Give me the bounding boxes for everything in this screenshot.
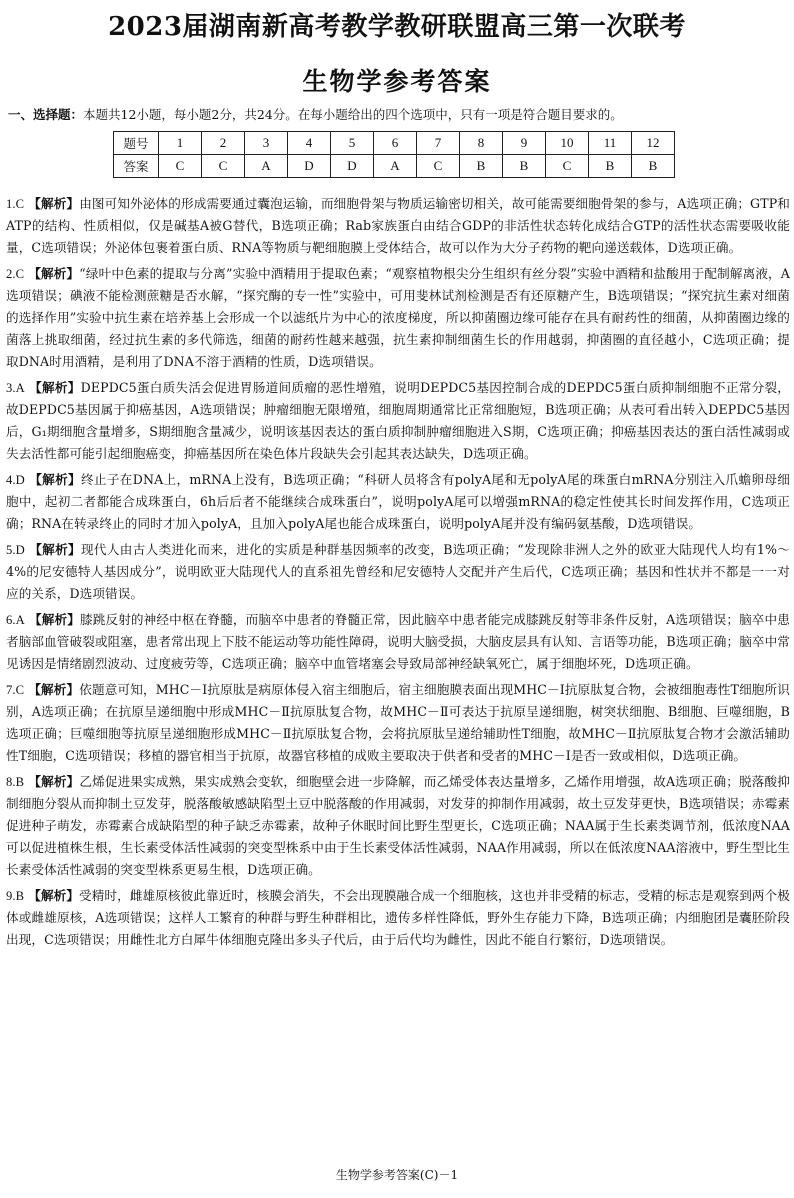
answer-cell: B [589,155,632,178]
item-number: 9.B [6,889,25,903]
item-tag: 【解析】 [28,888,80,903]
explanation-item [6,377,790,465]
answer-cell: A [245,155,288,178]
question-number-cell: 7 [417,132,460,155]
explanation-item [6,469,790,535]
answer-cell: C [202,155,245,178]
item-number: 2.C [6,267,25,281]
answer-cell: B [632,155,675,178]
question-number-cell: 6 [374,132,417,155]
question-number-cell: 11 [589,132,632,155]
item-number: 5.D [6,543,25,557]
item-text: 终止子在DNA上，mRNA上没有，B选项正确；“科研人员将含有polyA尾和无polyA尾的珠蛋白mRNA分别注入爪蟾卵母细胞中，起初二者都能合成珠蛋白，6h后后者不能继续合成珠蛋白”，说明polyA尾可以增强mRNA的稳定性使其长时间发挥作用，C选项正确；RNA在转录终止的同时才加入polyA，且加入polyA尾也能合成珠蛋白，说明polyA尾并没有编码氨基酸，D选项错误。 [6,472,790,531]
item-text: 受精时，雌雄原核彼此靠近时，核膜会消失，不会出现膜融合成一个细胞核，这也并非受精的标志，受精的标志是观察到两个极体或雌雄原核，A选项错误；这样人工繁育的种群与野生种群相比，遗传多样性降低，野外生存能力下降，B选项正确；内细胞团是囊胚阶段出现，C选项错误；用雌性北方白犀牛体细胞克隆出多头子代后，由于后代均为雌性，因此不能自行繁衍，D选项错误。 [6,888,790,947]
answer-cell: B [503,155,546,178]
item-text: DEPDC5蛋白质失活会促进胃肠道间质瘤的恶性增殖，说明DEPDC5基因控制合成的DEPDC5蛋白质抑制细胞不正常分裂，故DEPDC5基因属于抑癌基因，A选项错误；肿瘤细胞无限增殖，细胞周期通常比正常细胞短，B选项正确；从表可看出转入DEPDC5基因后，G₁期细胞含量增多，S期细胞含量减少，说明该基因表达的蛋白质抑制肿瘤细胞进入S期，C选项正确；抑癌基因表达的蛋白活性减弱或失去活性都可能引起细胞癌变，抑癌基因所在染色体片段缺失会引起其表达缺失，D选项正确。 [6,380,791,461]
answer-table [113,131,675,178]
question-number-cell: 1 [159,132,202,155]
explanation-item [6,609,790,675]
item-text: “绿叶中色素的提取与分离”实验中酒精用于提取色素；“观察植物根尖分生组织有丝分裂”实验中酒精和盐酸用于配制解离液，A选项错误；碘液不能检测蔗糖是否水解，“探究酶的专一性”实验中，可用斐林试剂检测是否有还原糖产生，B选项错误；“探究抗生素对细菌的选择作用”实验中抗生素在培养基上会形成一个以滤纸片为中心的浓度梯度，所以抑菌圈边缘可能存在具有耐药性的细菌，从抑菌圈边缘的菌落上挑取细菌，经过抗生素的多代筛选，细菌的耐药性越来越强，抗生素抑制细菌生长的作用越弱，抑菌圈的直径越小，C选项正确；提取DNA时用酒精，是利用了DNA不溶于酒精的性质，D选项错误。 [6,266,790,369]
answer-row-label: 答案 [114,155,159,178]
item-number: 8.B [6,775,25,789]
item-tag: 【解析】 [28,682,80,697]
item-tag: 【解析】 [28,266,80,281]
item-number: 6.A [6,613,25,627]
explanation-item [6,193,790,259]
answer-cell: C [417,155,460,178]
section-head: 一、选择题： [8,107,84,122]
item-text: 膝跳反射的神经中枢在脊髓，而脑卒中患者的脊髓正常，因此脑卒中患者能完成膝跳反射等非条件反射，A选项错误；脑卒中患者脑部血管破裂或阻塞，患者常出现上下肢不能运动等功能性障碍，说明大脑受损，大脑皮层具有认知、言语等功能，B选项正确；脑卒中常见诱因是情绪剧烈波动、过度疲劳等，C选项正确；脑卒中血管堵塞会导致局部神经缺氧死亡，属于细胞坏死，D选项正确。 [6,612,790,671]
question-number-cell: 3 [245,132,288,155]
question-number-cell: 10 [546,132,589,155]
answer-cell: D [331,155,374,178]
number-row-label: 题号 [114,132,159,155]
item-number: 1.C [6,197,25,211]
section-description: 本题共12小题，每小题2分，共24分。在每小题给出的四个选项中，只有一项是符合题目要求的。 [83,107,623,122]
answer-cell: A [374,155,417,178]
question-number-cell: 2 [202,132,245,155]
item-tag: 【解析】 [29,542,81,557]
page-title: 2023届湖南新高考教学教研联盟高三第一次联考 [108,12,686,42]
explanation-item [6,539,790,605]
explanation-list [6,193,790,955]
answer-cell: C [546,155,589,178]
question-number-cell: 12 [632,132,675,155]
explanation-item [6,771,790,881]
question-number-cell: 4 [288,132,331,155]
item-tag: 【解析】 [29,472,81,487]
item-text: 乙烯促进果实成熟，果实成熟会变软，细胞壁会进一步降解，而乙烯受体表达量增多，乙烯作用增强，故A选项正确；脱落酸抑制细胞分裂从而抑制土豆发芽，脱落酸敏感缺陷型土豆中脱落酸的作用减弱，对发芽的抑制作用减弱，故土豆发芽更快，B选项错误；赤霉素促进种子萌发，赤霉素合成缺陷型的种子缺乏赤霉素，故种子休眠时间比野生型更长，C选项正确；NAA属于生长素类调节剂，低浓度NAA可以促进植株生根，生长素受体活性减弱的突变型株系中由于生长素受体活性减弱，NAA作用减弱，所以在低浓度NAA溶液中，野生型比生长素受体活性减弱的突变型株系更易生根，D选项正确。 [6,774,790,877]
explanation-item [6,679,790,767]
item-text: 由图可知外泌体的形成需要通过囊泡运输，而细胞骨架与物质运输密切相关，故可能需要细胞骨架的参与，A选项正确；GTP和ATP的结构、性质相似，仅是碱基A被G替代，B选项正确；Rab家族蛋白由结合GDP的非活性状态转化成结合GTP的活性状态需要吸收能量，C选项错误；外泌体包裹着蛋白质、RNA等物质与靶细胞膜上受体结合，故可以作为大分子药物的靶向递送载体，D选项正确。 [6,196,790,255]
item-number: 7.C [6,683,25,697]
page-subtitle: 生物学参考答案 [302,67,492,96]
answer-table-number-row [114,132,675,155]
answer-cell: D [288,155,331,178]
question-number-cell: 8 [460,132,503,155]
question-number-cell: 5 [331,132,374,155]
question-number-cell: 9 [503,132,546,155]
page-footer: 生物学参考答案(C)－1 [335,1168,459,1182]
item-tag: 【解析】 [28,774,80,789]
item-tag: 【解析】 [28,196,80,211]
answer-table-answer-row [114,155,675,178]
explanation-item [6,263,790,373]
explanation-item [6,885,790,951]
answer-cell: C [159,155,202,178]
item-text: 依题意可知，MHC－Ⅰ抗原肽是病原体侵入宿主细胞后，宿主细胞膜表面出现MHC－Ⅰ抗原肽复合物，会被细胞毒性T细胞所识别，A选项正确；在抗原呈递细胞中形成MHC－Ⅱ抗原肽复合物，故MHC－Ⅱ可表达于抗原呈递细胞，树突状细胞、B细胞、巨噬细胞，B选项正确；巨噬细胞等抗原呈递细胞形成MHC－Ⅱ抗原肽复合物，会将抗原肽呈递给辅助性T细胞，故MHC－Ⅱ抗原肽复合物才会激活辅助性T细胞，C选项错误；移植的器官相当于抗原，故器官移植的成败主要取决于供者和受者的MHC－Ⅰ是否一致或相似，D选项正确。 [6,682,790,763]
item-text: 现代人由古人类进化而来，进化的实质是种群基因频率的改变，B选项正确；“发现除非洲人之外的欧亚大陆现代人均有1%～4%的尼安德特人基因成分”，说明欧亚大陆现代人的直系祖先曾经和尼安德特人交配并产生后代，C选项正确；基因和性状并不都是一一对应的关系，D选项错误。 [6,542,790,601]
answer-cell: B [460,155,503,178]
item-tag: 【解析】 [29,380,81,395]
item-number: 3.A [6,381,25,395]
item-tag: 【解析】 [29,612,80,627]
section-header [8,106,788,124]
item-number: 4.D [6,473,25,487]
